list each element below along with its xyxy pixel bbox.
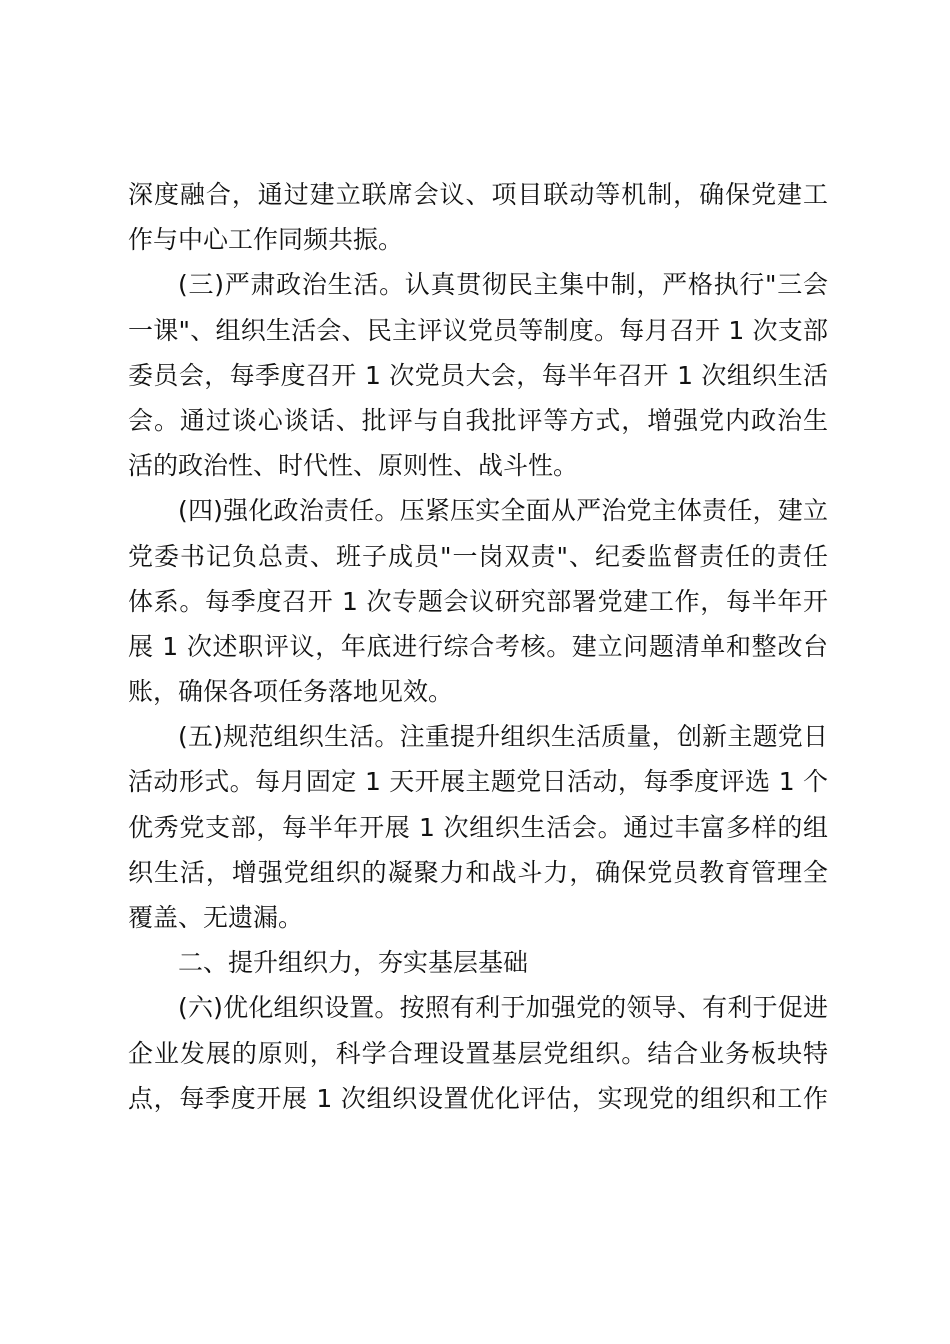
text-line: 优秀党支部，每半年开展 1 次组织生活会。通过丰富多样的组 (128, 812, 828, 842)
text-line: 体系。每季度召开 1 次专题会议研究部署党建工作，每半年开 (128, 586, 828, 616)
document-body (128, 172, 828, 1121)
text-line: 展 1 次述职评议，年底进行综合考核。建立问题清单和整改台 (128, 631, 828, 661)
paragraph-heading-line: (五)规范组织生活。注重提升组织生活质量，创新主题党日 (178, 722, 828, 752)
text-line: 会。通过谈心谈话、批评与自我批评等方式，增强党内政治生 (128, 405, 828, 435)
text-line: 活的政治性、时代性、原则性、战斗性。 (128, 451, 579, 481)
text-line: 党委书记负总责、班子成员"一岗双责"、纪委监督责任的责任 (128, 541, 828, 571)
paragraph-heading-line: (六)优化组织设置。按照有利于加强党的领导、有利于促进 (178, 993, 828, 1023)
text-line: 活动形式。每月固定 1 天开展主题党日活动，每季度评选 1 个 (128, 767, 828, 797)
text-line: 深度融合，通过建立联席会议、项目联动等机制，确保党建工 (128, 180, 828, 209)
paragraph-heading-line: (四)强化政治责任。压紧压实全面从严治党主体责任，建立 (178, 496, 828, 526)
text-line: 作与中心工作同频共振。 (128, 225, 404, 255)
text-line: 覆盖、无遗漏。 (128, 903, 304, 932)
paragraph-heading-line: (三)严肃政治生活。认真贯彻民主集中制，严格执行"三会 (178, 270, 828, 300)
section-heading: 二、提升组织力，夯实基层基础 (178, 948, 529, 978)
text-line: 账，确保各项任务落地见效。 (128, 677, 454, 707)
text-line: 一课"、组织生活会、民主评议党员等制度。每月召开 1 次支部 (128, 315, 828, 345)
text-line: 委员会，每季度召开 1 次党员大会，每半年召开 1 次组织生活 (128, 360, 828, 390)
text-line: 织生活，增强党组织的凝聚力和战斗力，确保党员教育管理全 (128, 857, 828, 887)
text-line: 企业发展的原则，科学合理设置基层党组织。结合业务板块特 (128, 1038, 828, 1068)
text-line: 点，每季度开展 1 次组织设置优化评估，实现党的组织和工作 (128, 1083, 828, 1113)
